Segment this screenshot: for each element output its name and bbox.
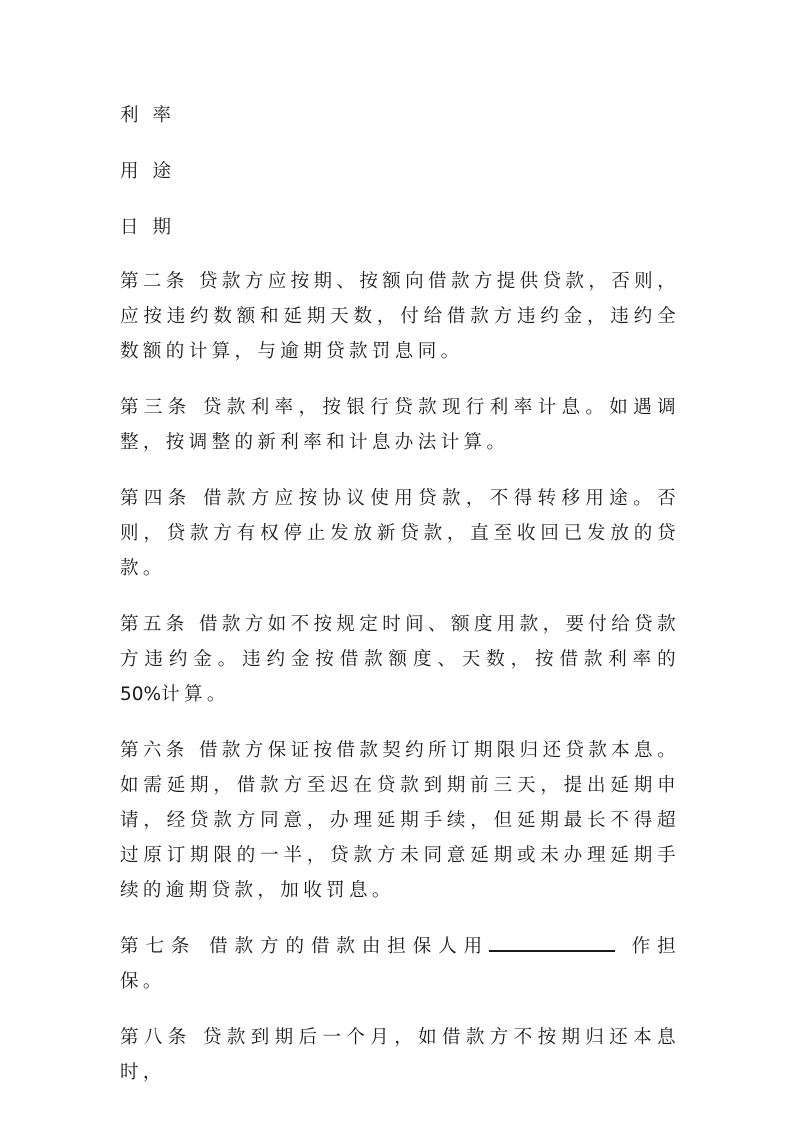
article-7 xyxy=(120,929,680,999)
article-5 xyxy=(120,607,680,712)
article-5-percent: 50% xyxy=(120,684,162,705)
article-6: 第六条 借款方保证按借款契约所订期限归还贷款本息。如需延期，借款方至迟在贷款到期前三天，提出延期申请，经贷款方同意，办理延期手续，但延期最长不得超过原订期限的一半，贷款方未同意延期或未办理延期手续的逾期贷款，加收罚息。 xyxy=(120,740,680,901)
article-5-text-end: 计算。 xyxy=(161,684,230,705)
guarantee-blank-line xyxy=(489,931,615,952)
contract-body xyxy=(120,96,680,1111)
article-2: 第二条 贷款方应按期、按额向借款方提供贷款，否则，应按违约数额和延期天数，付给借款方违约金，违约全数额的计算，与逾期贷款罚息同。 xyxy=(120,271,680,362)
article-8: 第八条 贷款到期后一个月，如借款方不按期归还本息时， xyxy=(120,1027,680,1083)
article-3: 第三条 贷款利率，按银行贷款现行利率计息。如遇调整，按调整的新利率和计息办法计算。 xyxy=(120,397,680,453)
field-purpose: 用途 xyxy=(120,161,186,182)
field-interest-rate: 利率 xyxy=(120,105,186,126)
article-5-text: 第五条 借款方如不按规定时间、额度用款，要付给贷款方违约金。违约金按借款额度、天数，按借款利率的 xyxy=(120,614,680,670)
article-7-text-end: 作担保。 xyxy=(120,936,680,992)
article-4: 第四条 借款方应按协议使用贷款，不得转移用途。否则，贷款方有权停止发放新贷款，直至收回已发放的贷款。 xyxy=(120,488,680,579)
field-date: 日期 xyxy=(120,217,186,238)
article-7-text: 第七条 借款方的借款由担保人用 xyxy=(120,936,490,957)
